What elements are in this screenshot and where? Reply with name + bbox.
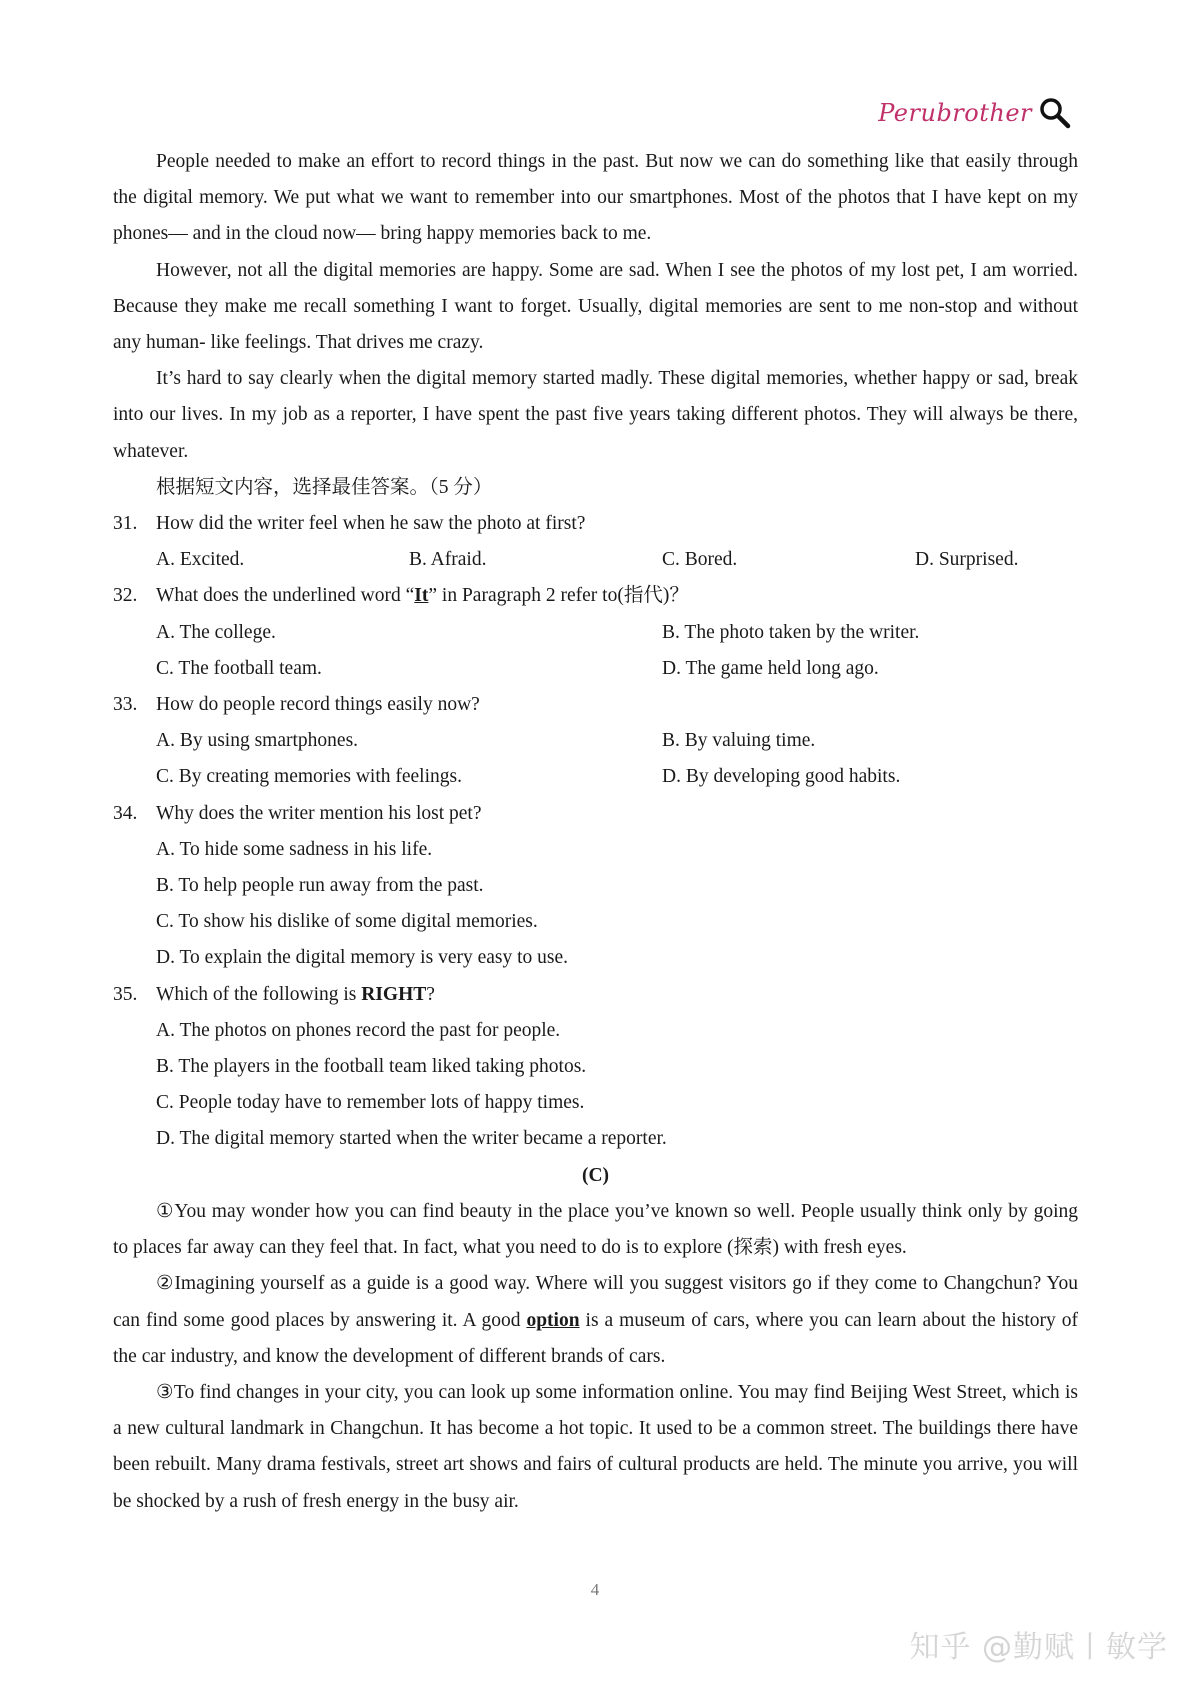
question-33-options-row1 [113, 723, 1078, 759]
question-number: 35. [113, 983, 138, 1005]
question-number: 32. [113, 585, 138, 607]
question-text [156, 977, 435, 1013]
question-31 [113, 506, 1078, 542]
question-32-options-row2 [113, 651, 1078, 687]
paragraph: It’s hard to say clearly when the digital memory started madly. These digital memories, whether happy or sad, break into our lives. In my job as a reporter, I have spent the past five years taking different photos. They will always be there, whatever. [113, 368, 1078, 462]
question-35 [113, 977, 1078, 1013]
paragraph: ③To find changes in your city, you can look up some information online. You may find Beijing West Street, which is a new cultural landmark in Changchun. It has become a hot topic. It used to be a common street. The buildings there have been rebuilt. Many drama festivals, street art shows and fairs of cultural products are held. The minute you arrive, you will be shocked by a rush of fresh energy in the busy air. [113, 1381, 1078, 1512]
question-number: 34. [113, 802, 138, 824]
question-32-options-row1 [113, 615, 1078, 651]
option: D. To explain the digital memory is very easy to use. [156, 947, 569, 969]
question-text-part: ” in Paragraph 2 refer to(指代)？ [428, 585, 689, 607]
option: A. To hide some sadness in his life. [156, 838, 433, 860]
question-33-options-row2 [113, 759, 1078, 795]
question-31-options [113, 542, 1078, 578]
question-text [156, 578, 689, 614]
option: D. Surprised. [915, 549, 1019, 571]
option: C. By creating memories with feelings. [156, 766, 462, 788]
option: D. The game held long ago. [662, 657, 879, 679]
option: D. The digital memory started when the writer became a reporter. [156, 1128, 667, 1150]
section-title: (C) [581, 1164, 610, 1186]
paragraph: However, not all the digital memories are happy. Some are sad. When I see the photos of my lost pet, I am worried. Because they make me recall something I want to forget. Usually, digital memories are sent to me non-stop and without any human- like feelings. That drives me crazy. [113, 259, 1078, 354]
header-logo [878, 96, 1072, 130]
question-text-part: ? [426, 983, 435, 1005]
option: C. The football team. [156, 657, 322, 679]
bold-word: RIGHT [361, 983, 427, 1005]
option: B. The players in the football team liked taking photos. [156, 1056, 587, 1078]
question-33 [113, 687, 1078, 723]
watermark: 知乎 @勤赋丨敏学 [909, 1630, 1168, 1665]
logo-text: Perubrother [878, 99, 1032, 127]
underlined-word: option [526, 1309, 580, 1331]
paragraph-part: ②Imagining yourself as a guide is a good way. Where will you suggest visitors go if they come to Changchun? You can find some good places by answering it. A good [113, 1273, 1078, 1331]
document-body [113, 144, 1078, 1520]
paragraph: ①You may wonder how you can find beauty in the place you’ve known so well. People usually think only by going to places far away can they feel that. In fact, what you need to do is to explore (探索) with fresh eyes. [113, 1200, 1078, 1259]
question-text-part: What does the underlined word “ [156, 585, 415, 607]
option: C. Bored. [662, 549, 738, 571]
page-number: 4 [590, 1580, 600, 1599]
question-text: How do people record things easily now? [156, 694, 480, 716]
option: B. Afraid. [409, 549, 487, 571]
option: A. By using smartphones. [156, 730, 359, 752]
question-number: 31. [113, 513, 138, 535]
paragraph: People needed to make an effort to record things in the past. But now we can do something like that easily through the digital memory. We put what we want to remember into our smartphones. Most of the photos that I have kept on my phones— and in the cloud now— bring happy memories back to me. [113, 151, 1078, 245]
option: A. The college. [156, 621, 276, 643]
option: A. Excited. [156, 549, 245, 571]
question-text: How did the writer feel when he saw the photo at first? [156, 513, 586, 535]
option: B. The photo taken by the writer. [662, 621, 920, 643]
instruction: 根据短文内容，选择最佳答案。（5 分） [156, 476, 493, 498]
question-text: Why does the writer mention his lost pet? [156, 802, 482, 824]
paragraph [113, 1266, 1078, 1375]
question-text-part: Which of the following is [156, 983, 362, 1005]
option: D. By developing good habits. [662, 766, 901, 788]
option: C. To show his dislike of some digital memories. [156, 911, 538, 933]
paragraph-part: is a museum of cars, where you can learn about the history of the car industry, and know the development of different brands of cars. [113, 1309, 1078, 1367]
question-34 [113, 796, 1078, 832]
question-32 [113, 578, 1078, 614]
option: A. The photos on phones record the past for people. [156, 1019, 561, 1041]
option: B. To help people run away from the past. [156, 875, 484, 897]
magnifier-icon [1038, 96, 1072, 130]
question-number: 33. [113, 694, 138, 716]
option: B. By valuing time. [662, 730, 816, 752]
option: C. People today have to remember lots of happy times. [156, 1092, 585, 1114]
underlined-word: It [414, 585, 429, 607]
